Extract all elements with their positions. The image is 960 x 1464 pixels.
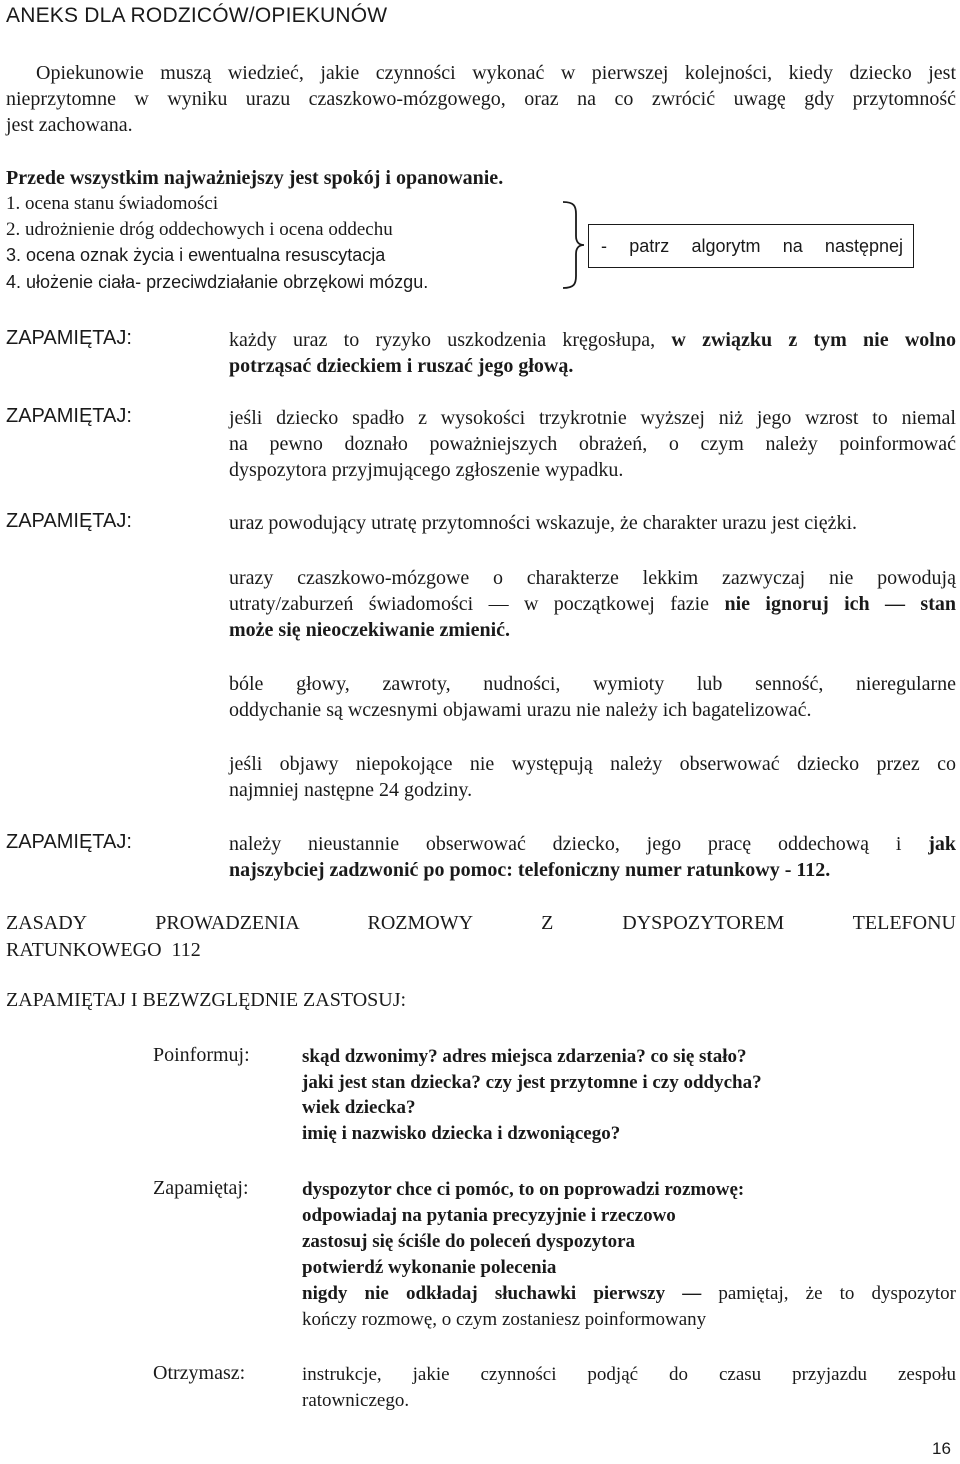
remember-instr-line-5: nigdy nie odkładaj słuchawki pierwszy — pamiętaj, że to dyspozytor (302, 1283, 956, 1304)
remember-label-4: ZAPAMIĘTAJ: (6, 831, 132, 853)
remember-2-line-3: dyspozytora przyjmującego zgłoszenie wypadku. (229, 459, 624, 481)
remember-text-4 (229, 831, 956, 883)
remember-text-3 (229, 510, 956, 536)
page-title: ANEKS DLA RODZICÓW/OPIEKUNÓW (6, 4, 388, 27)
inform-list (302, 1044, 762, 1146)
symptoms-line-2: oddychanie są wczesnymi objawami urazu nie należy ich bagatelizować. (229, 699, 812, 721)
rules-heading-line-1: ZASADY PROWADZENIA ROZMOWY Z DYSPOZYTOREM TELEFONU (6, 912, 956, 934)
remember-4-line-2: najszybciej zadzwonić po pomoc: telefoniczny numer ratunkowy - 112. (229, 859, 831, 881)
remember-label-3: ZAPAMIĘTAJ: (6, 510, 132, 532)
priority-item-4: 4. ułożenie ciała- przeciwdziałanie obrzękowi mózgu. (6, 272, 429, 292)
priority-item-3: 3. ocena oznak życia i ewentualna resuscytacja (6, 245, 386, 265)
observation-paragraph (229, 751, 956, 803)
remember-instr-line-6: kończy rozmowę, o czym zostaniesz poinformowany (302, 1309, 707, 1330)
inform-line-1: skąd dzwonimy? adres miejsca zdarzenia? co się stało? (302, 1046, 747, 1067)
mild-injury-line-3: może się nieoczekiwanie zmienić. (229, 619, 511, 641)
remember-instr-line-4: potwierdź wykonanie polecenia (302, 1257, 557, 1278)
remember-text-2 (229, 405, 956, 483)
remember-1-line-1: każdy uraz to ryzyko uszkodzenia kręgosłupa, w związku z tym nie wolno (229, 329, 956, 351)
rules-subheading: ZAPAMIĘTAJ I BEZWZGLĘDNIE ZASTOSUJ: (6, 989, 407, 1011)
remember-2-line-2: na pewno doznało poważniejszych obrażeń, o czym należy poinformować (229, 433, 956, 455)
remember-text-1 (229, 327, 956, 379)
intro-line-3: jest zachowana. (6, 114, 133, 136)
priority-item-1: 1. ocena stanu świadomości (6, 193, 219, 214)
remember-instr-line-2: odpowiadaj na pytania precyzyjnie i rzeczowo (302, 1205, 676, 1226)
inform-label: Poinformuj: (153, 1044, 250, 1066)
algorithm-reference-text: - patrz algorytm na następnej (601, 236, 903, 256)
receive-text (302, 1362, 956, 1414)
priority-item-2: 2. udrożnienie dróg oddechowych i ocena oddechu (6, 219, 393, 240)
rules-heading (6, 910, 956, 964)
mild-injury-line-1: urazy czaszkowo-mózgowe o charakterze lekkim zazwyczaj nie powodują (229, 567, 956, 589)
mild-injury-paragraph (229, 565, 956, 643)
curly-brace (560, 198, 588, 292)
remember-label-1: ZAPAMIĘTAJ: (6, 327, 132, 349)
remember-instr-line-1: dyspozytor chce ci pomóc, to on poprowadzi rozmowę: (302, 1179, 745, 1200)
symptoms-line-1: bóle głowy, zawroty, nudności, wymioty lub senność, nieregularne (229, 673, 956, 695)
receive-label: Otrzymasz: (153, 1362, 246, 1384)
remember-1-line-2: potrząsać dzieckiem i ruszać jego głową. (229, 355, 574, 377)
algorithm-reference-box (588, 224, 914, 268)
remember-instructions-list (302, 1177, 956, 1333)
intro-line-1: Opiekunowie muszą wiedzieć, jakie czynności wykonać w pierwszej kolejności, kiedy dziecko jest (36, 62, 956, 84)
remember-4-line-1: należy nieustannie obserwować dziecko, jego pracę oddechową i jak (229, 833, 956, 855)
rules-heading-line-2: RATUNKOWEGO 112 (6, 939, 201, 961)
remember-3-line-1: uraz powodujący utratę przytomności wskazuje, że charakter urazu jest ciężki. (229, 512, 858, 534)
inform-line-4: imię i nazwisko dziecka i dzwoniącego? (302, 1122, 621, 1144)
receive-line-2: ratowniczego. (302, 1390, 410, 1411)
page-number: 16 (932, 1439, 951, 1458)
intro-paragraph (6, 60, 956, 138)
remember-instructions-label: Zapamiętaj: (153, 1177, 249, 1199)
observation-line-1: jeśli objawy niepokojące nie występują należy obserwować dziecko przez co (229, 753, 956, 775)
remember-instr-line-3: zastosuj się ściśle do poleceń dyspozytora (302, 1231, 636, 1252)
inform-line-3: wiek dziecka? (302, 1097, 416, 1118)
priority-heading: Przede wszystkim najważniejszy jest spokój i opanowanie. (6, 167, 504, 189)
remember-2-line-1: jeśli dziecko spadło z wysokości trzykrotnie wyższej niż jego wzrost to niemal (229, 407, 956, 429)
intro-line-2: nieprzytomne w wyniku urazu czaszkowo-mózgowego, oraz na co zwrócić uwagę gdy przytomność (6, 88, 956, 110)
receive-line-1: instrukcje, jakie czynności podjąć do czasu przyjazdu zespołu (302, 1364, 956, 1385)
mild-injury-line-2: utraty/zaburzeń świadomości — w początkowej fazie nie ignoruj ich — stan (229, 593, 956, 615)
inform-line-2: jaki jest stan dziecka? czy jest przytomne i czy oddycha? (302, 1071, 762, 1093)
remember-label-2: ZAPAMIĘTAJ: (6, 405, 132, 427)
symptoms-paragraph (229, 671, 956, 723)
observation-line-2: najmniej następne 24 godziny. (229, 779, 473, 801)
